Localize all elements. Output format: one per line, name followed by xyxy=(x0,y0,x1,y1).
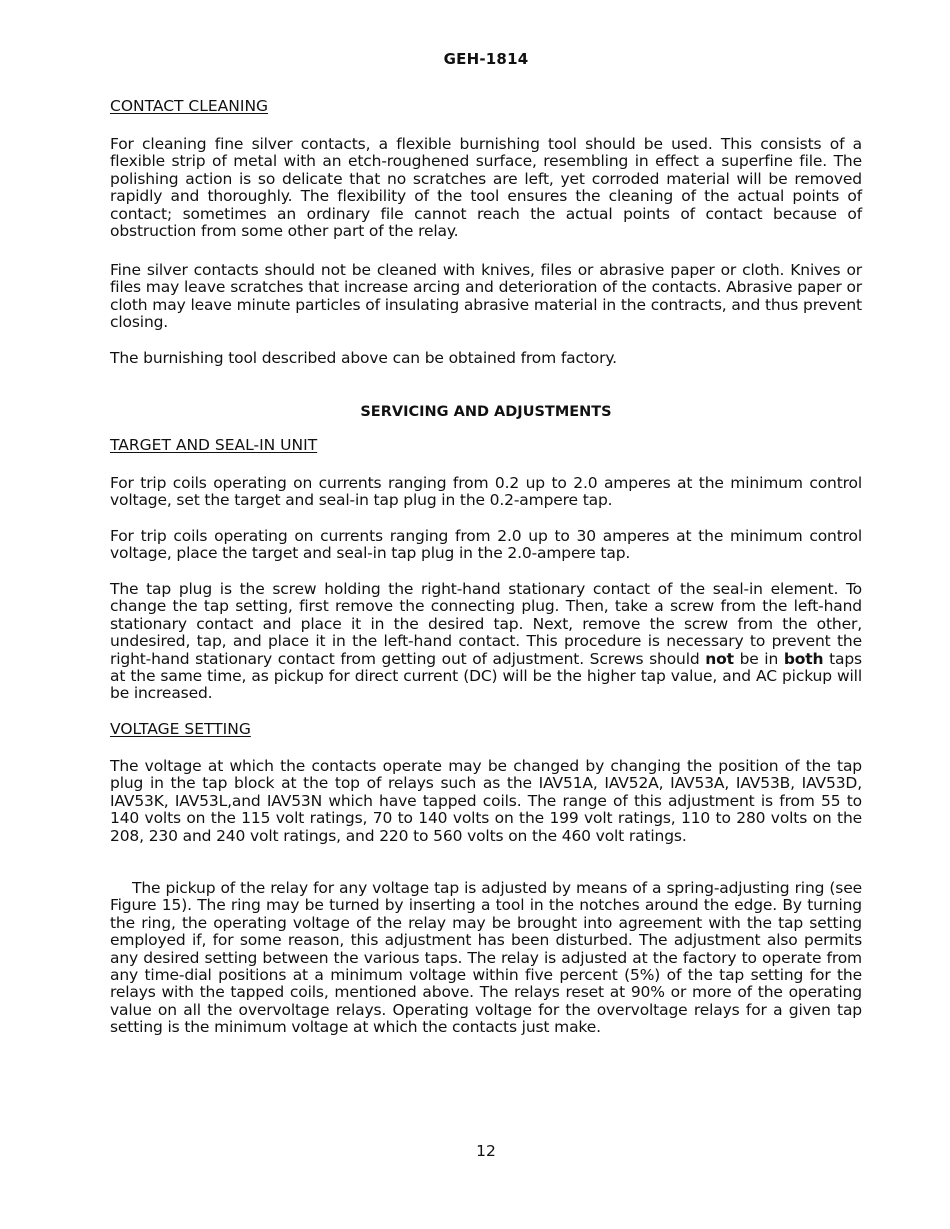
contact-cleaning-heading: CONTACT CLEANING xyxy=(110,97,269,115)
voltage-setting-paragraph-2: The pickup of the relay for any voltage tap is adjusted by means of a spring-adjusting ring (see Figure 15). The ring may be turned by inserting a tool in the notches around the edge. By turning the ring, the operating voltage of the relay may be brought into agreement with the tap setting employed if, for some reason, this adjustment has been disturbed. The adjustment also permits any desired setting between the various taps. The relay is adjusted at the factory to operate from any time-dial positions at a minimum voltage within five percent (5%) of the tap setting for the relays with the tapped coils, mentioned above. The relays reset at 90% or more of the operating value on all the overvoltage relays. Operating voltage for the overvoltage relays for a given tap setting is the minimum voltage at which the contacts just make. xyxy=(110,879,862,1037)
emphasis-not: not xyxy=(705,649,734,668)
target-seal-in-paragraph-2: For trip coils operating on currents ranging from 2.0 up to 30 amperes at the minimum control voltage, place the target and seal-in tap plug in the 2.0-ampere tap. xyxy=(110,527,862,563)
emphasis-both: both xyxy=(783,649,824,668)
target-seal-in-heading: TARGET AND SEAL-IN UNIT xyxy=(110,436,318,454)
target-seal-in-paragraph-3 xyxy=(110,581,862,703)
contact-cleaning-paragraph-2: Fine silver contacts should not be cleaned with knives, files or abrasive paper or cloth. Knives or files may leave scratches that increase arcing and deterioration of the contacts. Abrasive paper or cloth may leave minute particles of insulating abrasive material in the contracts, and thus prevent closing. xyxy=(110,261,862,332)
tap-plug-text-2: be in xyxy=(733,649,784,668)
servicing-heading: SERVICING AND ADJUSTMENTS xyxy=(360,404,612,420)
target-seal-in-paragraph-1: For trip coils operating on currents ranging from 0.2 up to 2.0 amperes at the minimum control voltage, set the target and seal-in tap plug in the 0.2-ampere tap. xyxy=(110,474,862,510)
contact-cleaning-paragraph-1: For cleaning fine silver contacts, a flexible burnishing tool should be used. This consists of a flexible strip of metal with an etch-roughened surface, resembling in effect a superfine file. The polishing action is so delicate that no scratches are left, yet corroded material will be removed rapidly and thoroughly. The flexibility of the tool ensures the cleaning of the actual points of contact; sometimes an ordinary file cannot reach the actual points of contact because of obstruction from some other part of the relay. xyxy=(110,135,862,241)
tap-plug-text-3: taps at the same time, as pickup for direct current (DC) will be the higher tap value, and AC pickup will be increased. xyxy=(110,649,862,703)
page-number: 12 xyxy=(476,1142,496,1160)
contact-cleaning-paragraph-3: The burnishing tool described above can be obtained from factory. xyxy=(110,349,617,367)
tap-plug-text-1: The tap plug is the screw holding the right-hand stationary contact of the seal-in element. To change the tap setting, first remove the connecting plug. Then, take a screw from the left-hand stationary contact and place it in the desired tap. Next, remove the screw from the other, undesired, tap, and place it in the left-hand contact. This procedure is necessary to prevent the right-hand stationary contact from getting out of adjustment. Screws should xyxy=(110,580,862,668)
voltage-setting-paragraph-1: The voltage at which the contacts operate may be changed by changing the position of the tap plug in the tap block at the top of relays such as the IAV51A, IAV52A, IAV53A, IAV53B, IAV53D, IAV53K, IAV53L,and IAV53N which have tapped coils. The range of this adjustment is from 55 to 140 volts on the 115 volt ratings, 70 to 140 volts on the 199 volt ratings, 110 to 280 volts on the 208, 230 and 240 volt ratings, and 220 to 560 volts on the 460 volt ratings. xyxy=(110,757,862,845)
document-id: GEH-1814 xyxy=(443,50,529,68)
voltage-setting-heading: VOLTAGE SETTING xyxy=(110,720,251,738)
